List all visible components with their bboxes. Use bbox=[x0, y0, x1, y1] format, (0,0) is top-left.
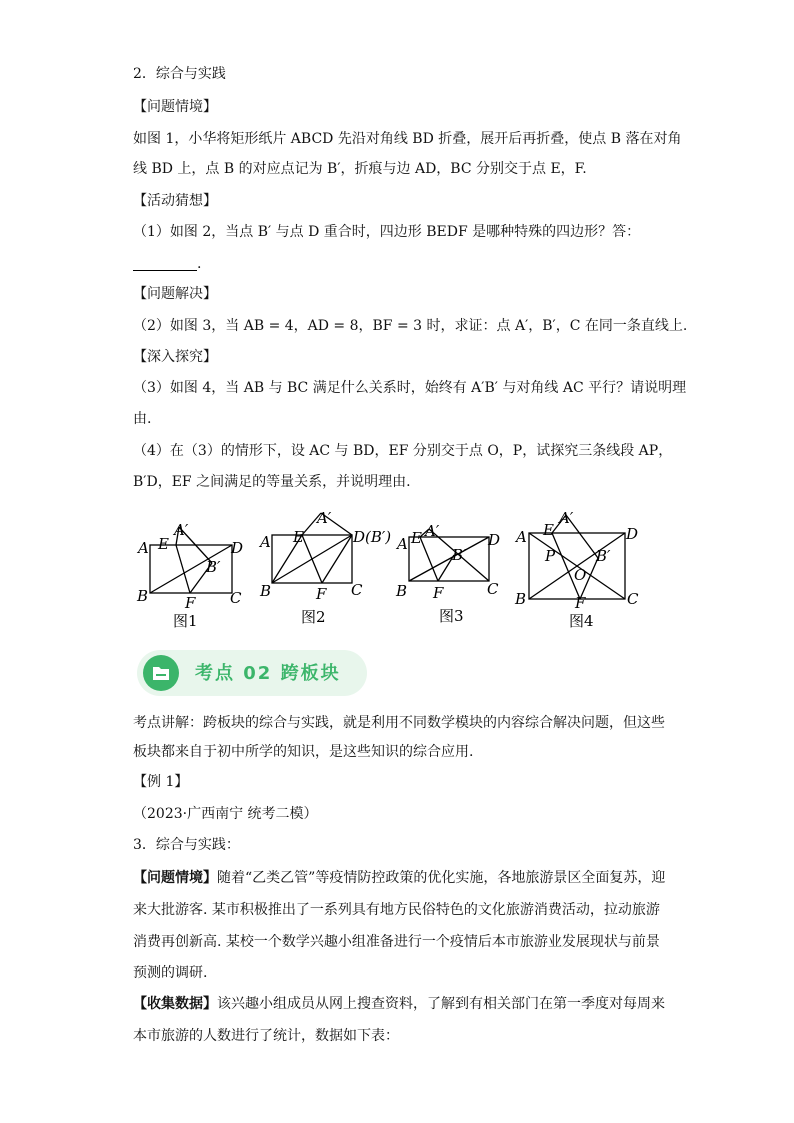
heading-problem-solve: 【问题解决】 bbox=[133, 286, 217, 302]
q3-context-c: 消费再创新高. 某校一个数学兴趣小组准备进行一个疫情后本市旅游业发展现状与前景 bbox=[133, 934, 660, 950]
section-intro-b: 板块都来自于初中所学的知识，是这些知识的综合应用. bbox=[133, 744, 474, 760]
fig4-label-C: C bbox=[627, 590, 639, 608]
q3-context-d: 预测的调研. bbox=[133, 965, 208, 981]
fig1-label-A: A bbox=[138, 539, 149, 557]
figures-svg bbox=[133, 505, 653, 635]
fig4-label-F: F bbox=[575, 594, 586, 612]
q2-part4a: （4）在（3）的情形下，设 AC 与 BD，EF 分别交于点 O，P，试探究三条线段 AP， bbox=[133, 443, 673, 459]
fig4-label-D: D bbox=[626, 525, 639, 543]
fig2-label-F: F bbox=[316, 585, 327, 603]
question-2-title: 2．综合与实践 bbox=[133, 66, 226, 82]
fig1-label-Ap: A′ bbox=[174, 521, 189, 539]
fig4-label-Ap: A′ bbox=[559, 509, 574, 527]
fig3-label-Ap: A′ bbox=[425, 522, 440, 540]
heading-deep-explore: 【深入探究】 bbox=[133, 349, 217, 365]
fig2-label-DBp: D(B′) bbox=[353, 528, 392, 546]
answer-blank: . bbox=[133, 254, 201, 274]
q2-paragraph-1b: 线 BD 上，点 B 的对应点记为 B′，折痕与边 AD，BC 分别交于点 E，F. bbox=[133, 161, 587, 177]
fig1-label-B: B bbox=[137, 587, 149, 605]
fig4-label-Bp: B′ bbox=[596, 547, 611, 565]
q2-paragraph-1a: 如图 1，小华将矩形纸片 ABCD 先沿对角线 BD 折叠，展开后再折叠，使点 B 落在对角 bbox=[133, 131, 682, 147]
q3-data-b: 本市旅游的人数进行了统计，数据如下表： bbox=[133, 1028, 399, 1044]
section-intro-a: 考点讲解：跨板块的综合与实践，就是利用不同数学模块的内容综合解决问题，但这些 bbox=[133, 715, 665, 731]
q2-part2: （2）如图 3，当 AB = 4，AD = 8，BF = 3 时，求证：点 A′，B′，C 在同一条直线上. bbox=[133, 318, 688, 334]
q3-data-text: 该兴趣小组成员从网上搜查资料，了解到有相关部门在第一季度对每周来 bbox=[217, 996, 665, 1012]
q2-part3a: （3）如图 4，当 AB 与 BC 满足什么关系时，始终有 A′B′ 与对角线 AC 平行？请说明理 bbox=[133, 380, 687, 396]
fig1-label-D: D bbox=[231, 539, 244, 557]
q3-data-tag: 【收集数据】 bbox=[133, 996, 217, 1012]
fig2-caption: 图2 bbox=[301, 608, 326, 626]
fig3-label-B: B bbox=[396, 582, 408, 600]
fig3-label-A: A bbox=[397, 535, 408, 553]
fig3-label-F: F bbox=[433, 584, 444, 602]
question-3-title: 3．综合与实践： bbox=[133, 837, 240, 853]
q3-context-tag: 【问题情境】 bbox=[133, 870, 217, 886]
q2-part3b: 由. bbox=[133, 411, 152, 427]
fig4-label-E: E bbox=[543, 521, 554, 539]
example-source: （2023·广西南宁 统考二模） bbox=[133, 806, 318, 822]
heading-activity-guess: 【活动猜想】 bbox=[133, 193, 217, 209]
fig3-label-C: C bbox=[487, 580, 499, 598]
fig1-label-C: C bbox=[230, 589, 242, 607]
example-label: 【例 1】 bbox=[133, 774, 189, 790]
kaodian-banner bbox=[137, 650, 367, 696]
fig1-caption: 图1 bbox=[173, 612, 198, 630]
fig3-label-E: E bbox=[411, 529, 422, 547]
fig4-label-A: A bbox=[516, 528, 527, 546]
q3-data-a bbox=[133, 994, 665, 1014]
fig4-label-P: P bbox=[545, 547, 556, 565]
fig1-label-F: F bbox=[185, 594, 196, 612]
fig3-caption: 图3 bbox=[439, 607, 464, 625]
fig2-label-E: E bbox=[293, 528, 304, 546]
q3-context-text: 随着“乙类乙管”等疫情防控政策的优化实施，各地旅游景区全面复苏，迎 bbox=[217, 870, 666, 886]
q2-part4b: B′D，EF 之间满足的等量关系，并说明理由. bbox=[133, 474, 411, 490]
q3-context-a bbox=[133, 868, 665, 888]
geometry-figures bbox=[133, 505, 653, 635]
q3-context-b: 来大批游客. 某市积极推出了一系列具有地方民俗特色的文化旅游消费活动，拉动旅游 bbox=[133, 902, 660, 918]
fig2-label-Ap: A′ bbox=[317, 509, 332, 527]
fig2-label-C: C bbox=[351, 581, 363, 599]
fig1-label-Bp: B′ bbox=[206, 558, 221, 576]
fig2-label-B: B bbox=[260, 582, 272, 600]
fig4-label-B: B bbox=[515, 590, 527, 608]
fig3-label-D: D bbox=[488, 531, 501, 549]
fig2-label-A: A bbox=[260, 533, 271, 551]
fig4-label-O: O bbox=[574, 566, 587, 584]
q2-part1: （1）如图 2，当点 B′ 与点 D 重合时，四边形 BEDF 是哪种特殊的四边形？答： bbox=[133, 224, 641, 240]
heading-problem-context: 【问题情境】 bbox=[133, 99, 217, 115]
kaodian-label: 考点 02 跨板块 bbox=[195, 663, 341, 684]
fig4-caption: 图4 bbox=[569, 612, 594, 630]
fig3-label-Bp: B′ bbox=[452, 546, 467, 564]
folder-icon bbox=[143, 655, 179, 691]
fig1-label-E: E bbox=[158, 535, 169, 553]
